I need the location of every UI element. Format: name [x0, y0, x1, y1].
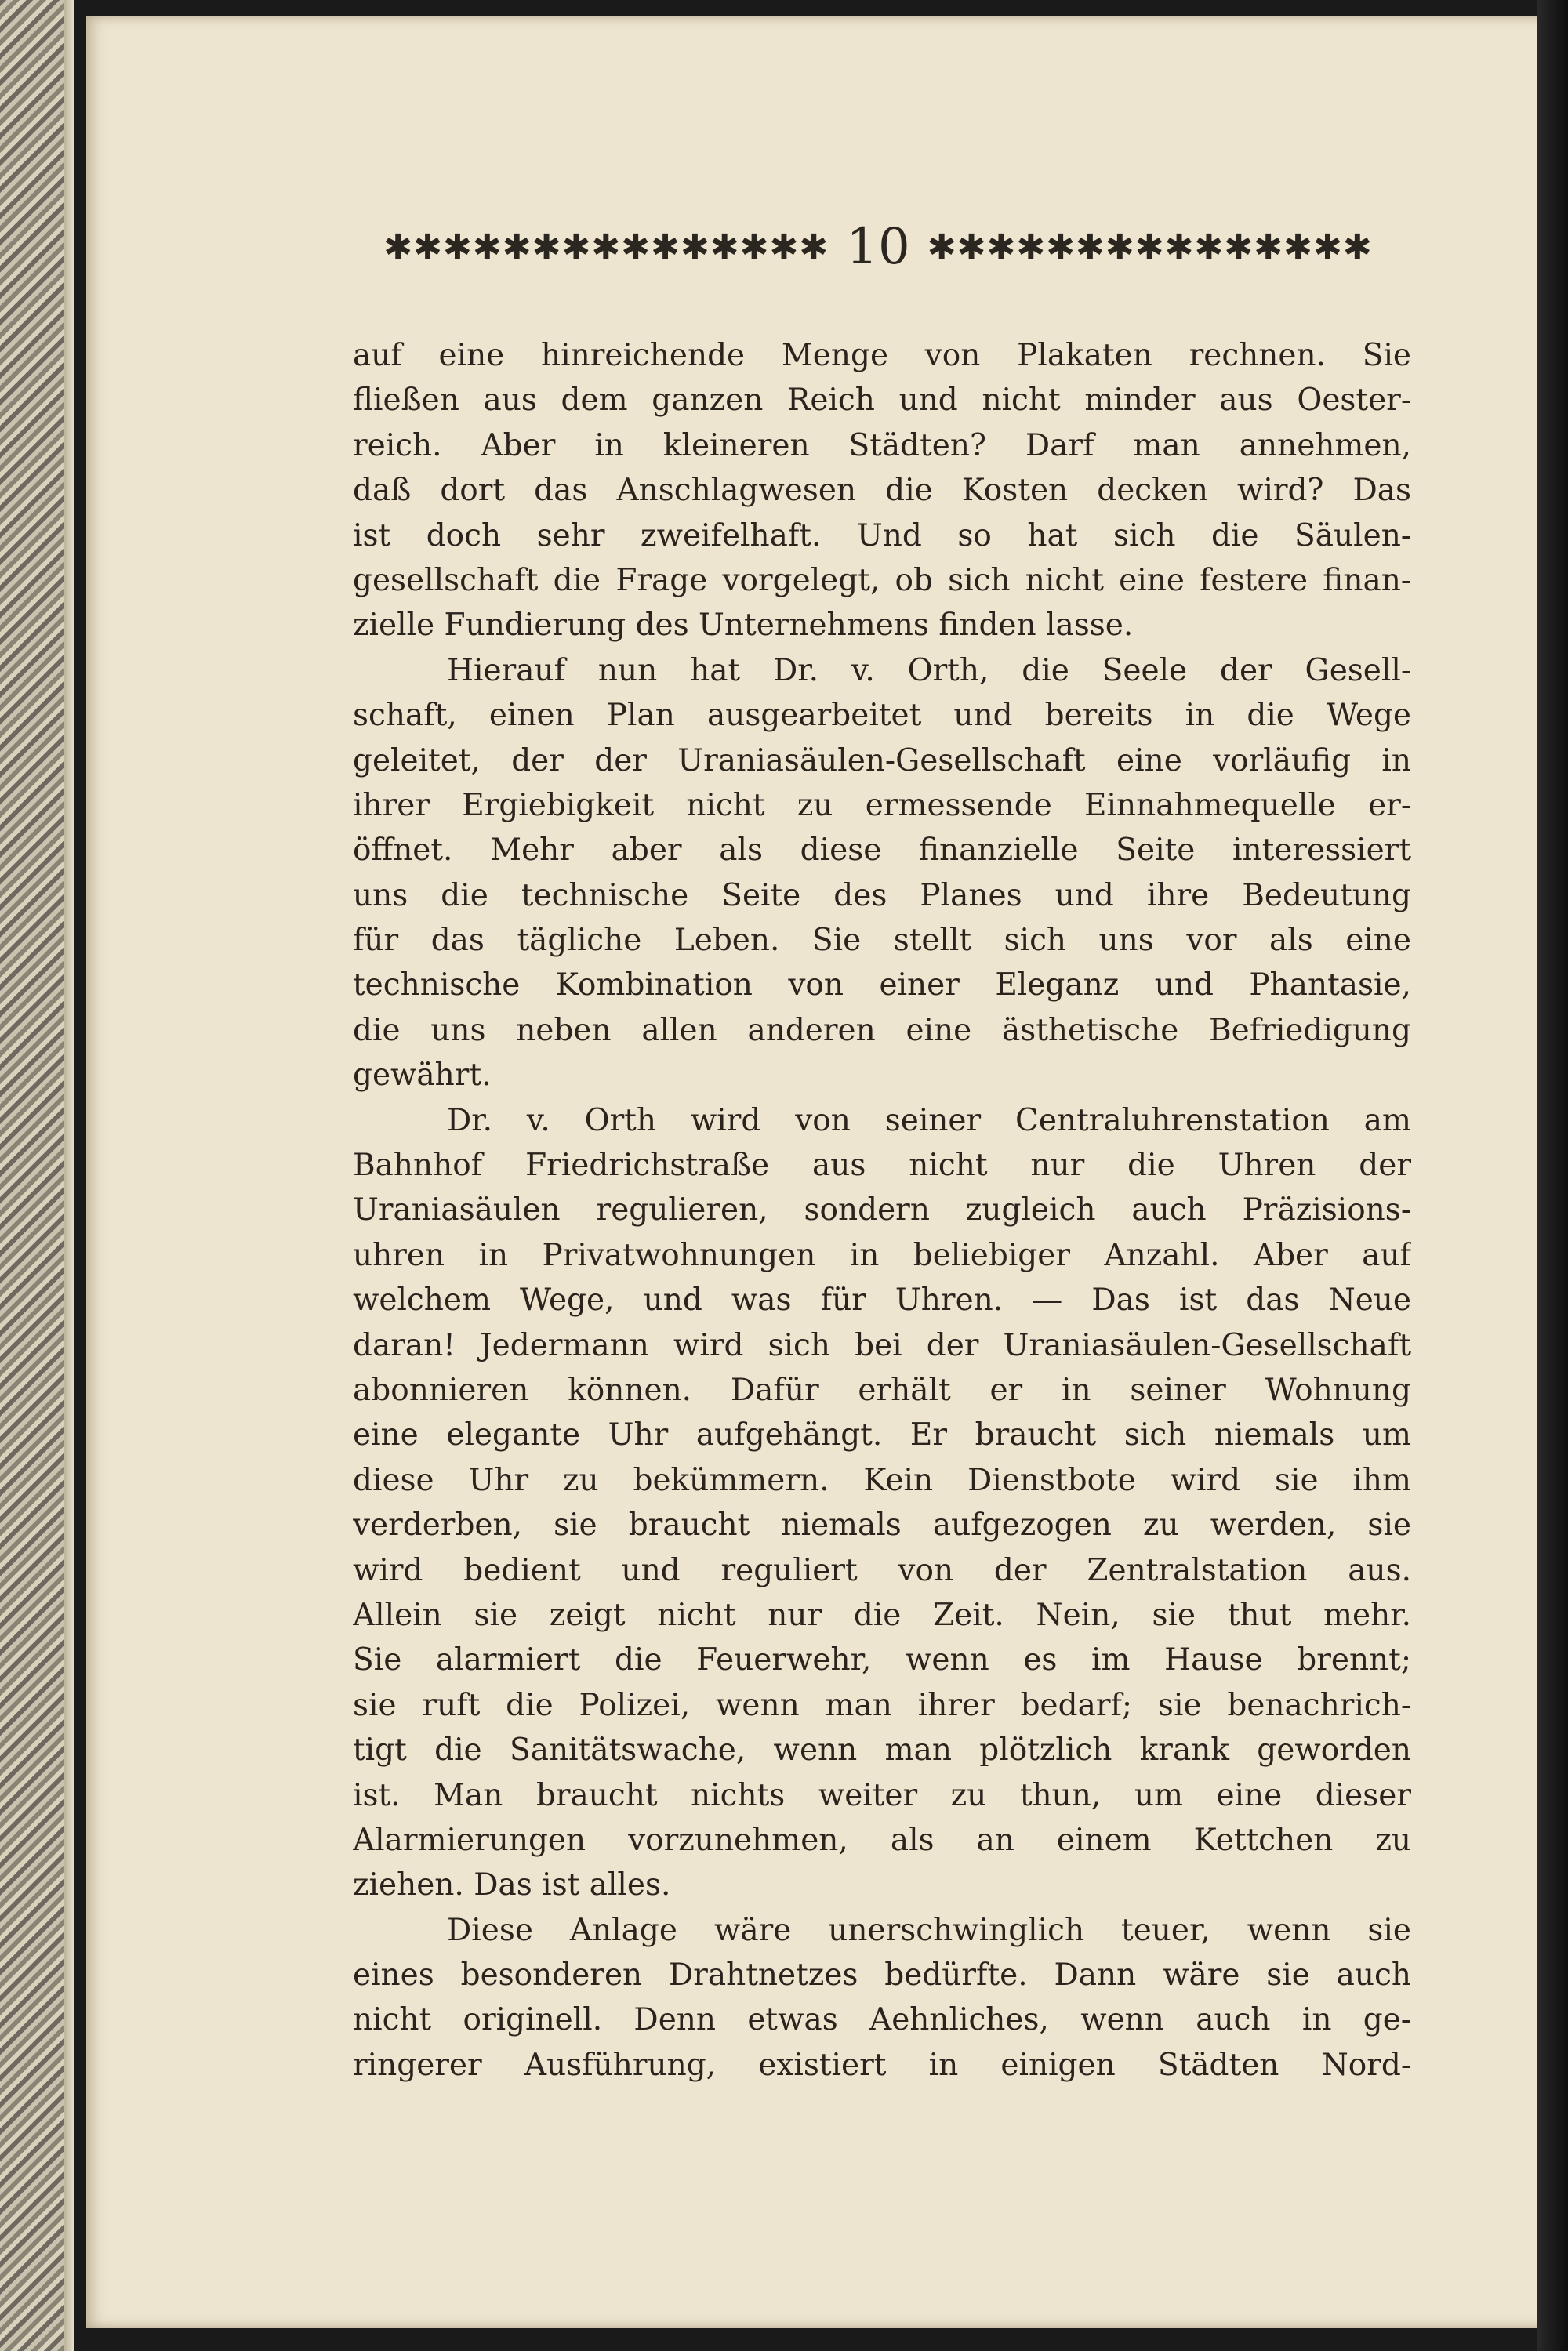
text-line: wird bedient und reguliert von der Zentralstation aus. [353, 1552, 1411, 1588]
book-spine [0, 0, 74, 2351]
text-line: geleitet, der der Uraniasäulen-Gesellschaft eine vorläufig in [353, 742, 1411, 778]
text-line: abonnieren können. Dafür erhält er in seiner Wohnung [353, 1372, 1411, 1408]
text-line: Allein sie zeigt nicht nur die Zeit. Nein, sie thut mehr. [353, 1597, 1411, 1633]
text-line: gewährt. [353, 1058, 492, 1094]
text-line: fließen aus dem ganzen Reich und nicht minder aus Oester- [353, 383, 1411, 419]
text-line: öffnet. Mehr aber als diese finanzielle Seite interessiert [353, 833, 1411, 869]
text-line: tigt die Sanitätswache, wenn man plötzlich krank geworden [353, 1732, 1411, 1769]
text-line: Diese Anlage wäre unerschwinglich teuer, wenn sie [447, 1912, 1411, 1948]
text-line: Alarmierungen vorzunehmen, als an einem Kettchen zu [353, 1822, 1411, 1858]
text-line: auf eine hinreichende Menge von Plakaten rechnen. Sie [353, 338, 1411, 373]
header-stars-right: ✱✱✱✱✱✱✱✱✱✱✱✱✱✱✱ [927, 227, 1373, 267]
text-line: technische Kombination von einer Eleganz und Phantasie, [353, 967, 1411, 1003]
text-line: nicht originell. Denn etwas Aehnliches, wenn auch in ge- [353, 2002, 1411, 2038]
text-line: eine elegante Uhr aufgehängt. Er braucht sich niemals um [353, 1417, 1411, 1453]
text-line: Bahnhof Friedrichstraße aus nicht nur die Uhren der [353, 1148, 1411, 1184]
text-line: verderben, sie braucht niemals aufgezogen zu werden, sie [353, 1507, 1411, 1544]
text-line: daran! Jedermann wird sich bei der Uraniasäulen-Gesellschaft [353, 1327, 1411, 1363]
page-edge [1537, 0, 1568, 2351]
page-number: 10 [846, 218, 910, 276]
text-line: gesellschaft die Frage vorgelegt, ob sich nicht eine festere finan- [353, 562, 1411, 598]
text-line: schaft, einen Plan ausgearbeitet und bereits in die Wege [353, 698, 1411, 734]
text-line: uns die technische Seite des Planes und ihre Bedeutung [353, 877, 1411, 913]
text-line: ist doch sehr zweifelhaft. Und so hat sich die Säulen- [353, 517, 1411, 553]
text-line: sie ruft die Polizei, wenn man ihrer bedarf; sie benachrich- [353, 1687, 1411, 1723]
text-line: uhren in Privatwohnungen in beliebiger Anzahl. Aber auf [353, 1237, 1411, 1273]
page-header [345, 212, 1411, 282]
text-line: ihrer Ergiebigkeit nicht zu ermessende Einnahmequelle er- [353, 787, 1411, 823]
text-line: für das tägliche Leben. Sie stellt sich uns vor als eine [353, 923, 1411, 959]
text-line: die uns neben allen anderen eine ästhetische Befriedigung [353, 1012, 1411, 1048]
text-line: welchem Wege, und was für Uhren. — Das ist das Neue [353, 1283, 1411, 1319]
text-line: diese Uhr zu bekümmern. Kein Dienstbote wird sie ihm [353, 1462, 1411, 1498]
header-stars-left: ✱✱✱✱✱✱✱✱✱✱✱✱✱✱✱ [383, 227, 829, 267]
text-line: ringerer Ausführung, existiert in einigen Städten Nord- [353, 2047, 1411, 2083]
text-line: Hierauf nun hat Dr. v. Orth, die Seele der Gesell- [447, 652, 1411, 688]
text-line: daß dort das Anschlagwesen die Kosten decken wird? Das [353, 473, 1411, 509]
text-line: zielle Fundierung des Unternehmens finden lasse. [353, 608, 1134, 644]
text-line: reich. Aber in kleineren Städten? Darf man annehmen, [353, 427, 1411, 463]
text-line: Dr. v. Orth wird von seiner Centraluhrenstation am [447, 1102, 1411, 1138]
text-line: Sie alarmiert die Feuerwehr, wenn es im Hause brennt; [353, 1642, 1411, 1678]
text-line: ziehen. Das ist alles. [353, 1867, 671, 1903]
text-line: Uraniasäulen regulieren, sondern zugleich auch Präzisions- [353, 1192, 1411, 1228]
text-line: eines besonderen Drahtnetzes bedürfte. Dann wäre sie auch [353, 1957, 1411, 1994]
body-text [353, 333, 1411, 2088]
text-line: ist. Man braucht nichts weiter zu thun, um eine dieser [353, 1777, 1411, 1813]
